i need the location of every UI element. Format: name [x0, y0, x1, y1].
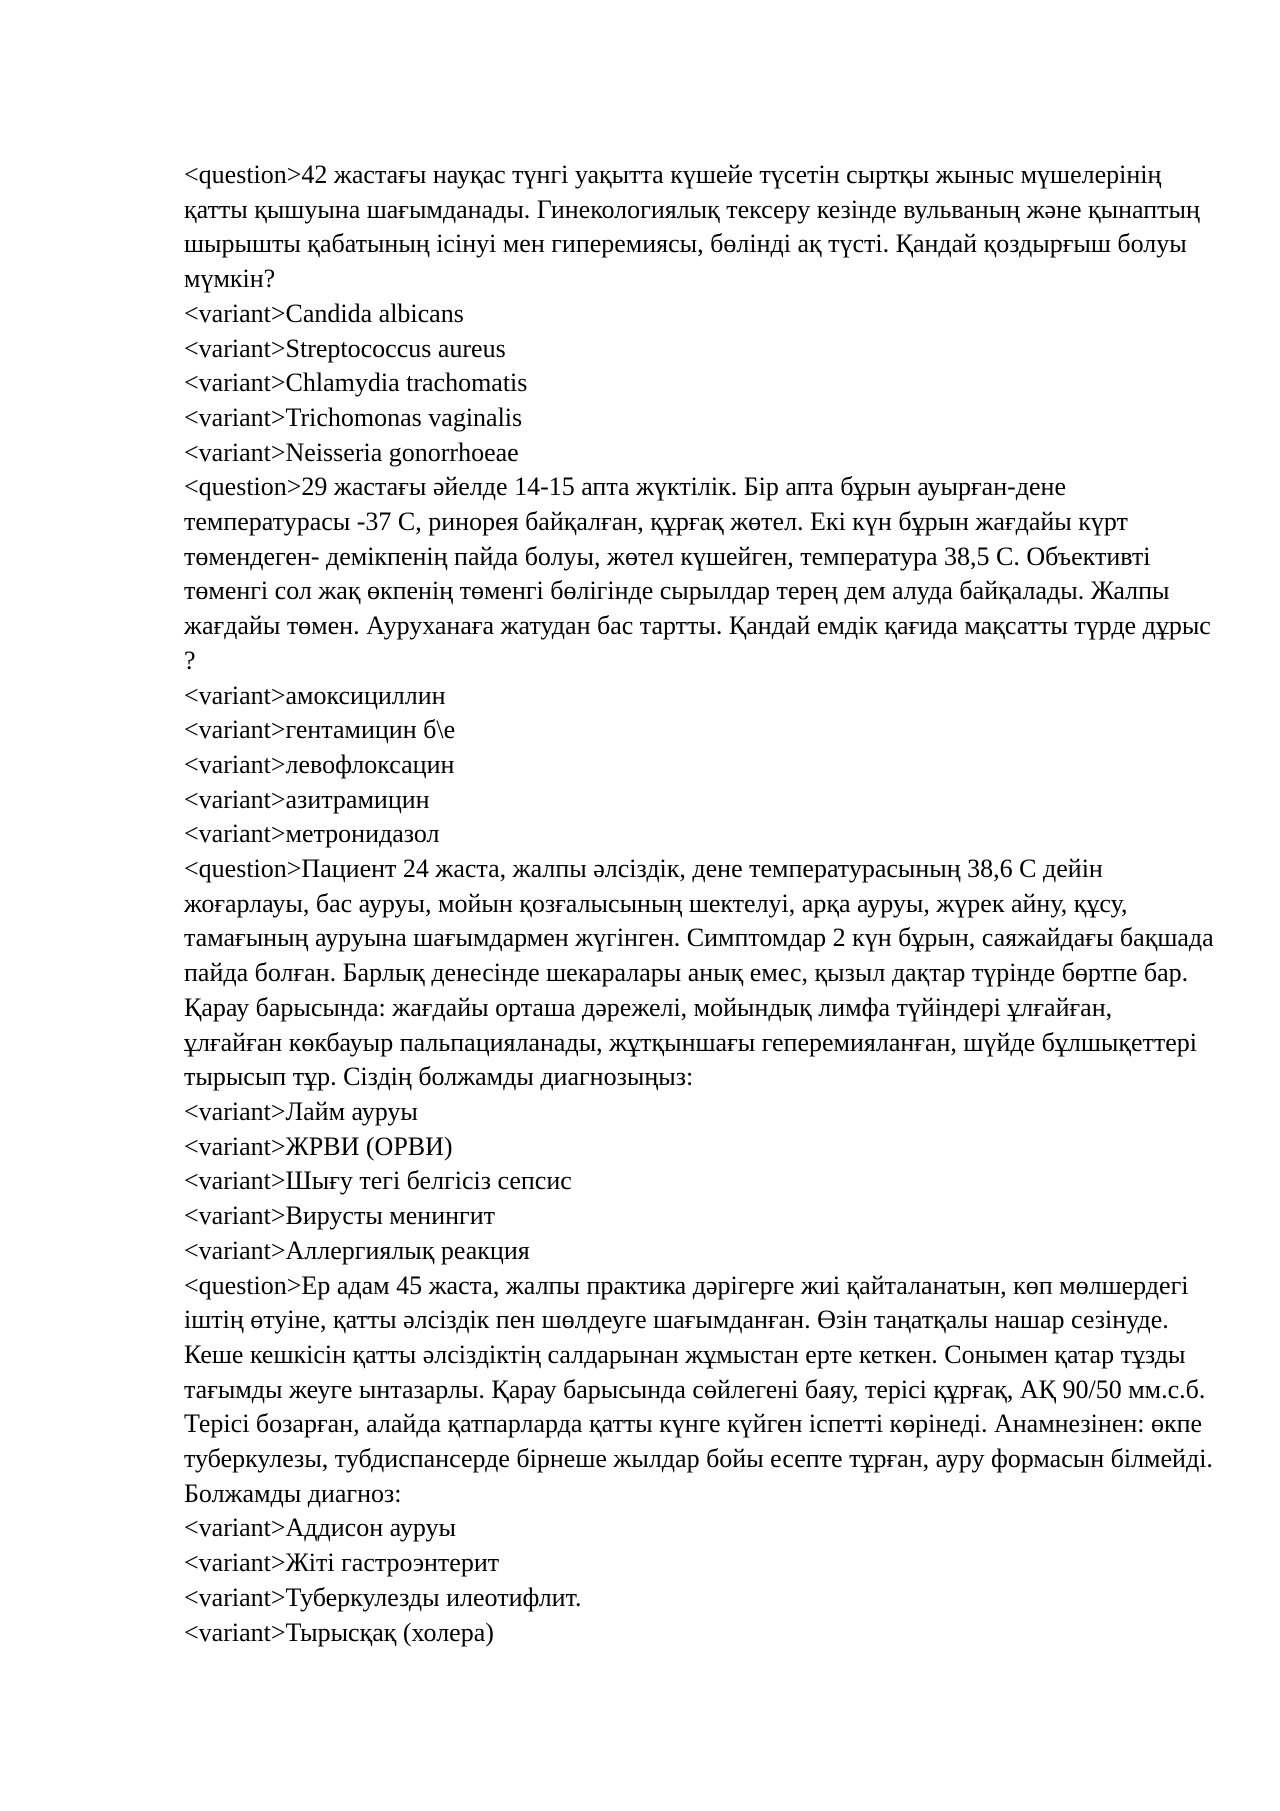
variant-option: <variant>азитрамицин	[184, 784, 430, 814]
variant-option: <variant>Лайм ауруы	[184, 1096, 418, 1126]
question-block	[184, 470, 1214, 852]
question-block	[184, 1269, 1214, 1651]
variant-option: <variant>Аддисон ауруы	[184, 1513, 456, 1543]
question-text: <question>29 жастағы әйелде 14-15 апта жүктілік. Бір апта бұрын ауырған-дене температурасы -37 С, ринорея байқалған, құрғақ жөтел. Екі күн бұрын жағдайы күрт төмендеген- демікпенің пайда болуы, жөтел күшейген, температура 38,5 С. Объективті төменгі сол жақ өкпенің төменгі бөлігінде сырылдар терең дем алуда байқалады. Жалпы жағдайы төмен. Ауруханаға жатудан бас тартты. Қандай емдік қағида мақсатты түрде дұрыс ?	[184, 472, 1211, 675]
variant-option: <variant>Trichomonas vaginalis	[184, 402, 523, 432]
variant-option: <variant>гентамицин б\е	[184, 715, 456, 745]
variant-option: <variant>метронидазол	[184, 819, 440, 849]
variant-option: <variant>Жіті гастроэнтерит	[184, 1548, 500, 1578]
variant-option: <variant>Вирусты менингит	[184, 1201, 495, 1231]
variant-option: <variant>Тырысқақ (холера)	[184, 1617, 494, 1647]
question-block	[184, 852, 1214, 1268]
variant-option: <variant>левофлоксацин	[184, 749, 455, 779]
variant-option: <variant>амоксициллин	[184, 680, 446, 710]
variant-option: <variant>Туберкулезды илеотифлит.	[184, 1582, 582, 1612]
variant-option: <variant>Аллергиялық реакция	[184, 1235, 530, 1265]
variant-option: <variant>Chlamydia trachomatis	[184, 368, 528, 398]
question-text: <question>42 жастағы науқас түнгі уақытта күшейе түсетін сыртқы жыныс мүшелерінің қатты қышуына шағымданады. Гинекологиялық тексеру кезінде вульваның және қынаптың шырышты қабатының ісінуі мен гиперемиясы, бөлінді ақ түсті. Қандай қоздырғыш болуы мүмкін?	[184, 160, 1200, 294]
variant-option: <variant>Streptococcus aureus	[184, 333, 506, 363]
variant-option: <variant>Neisseria gonorrhoeae	[184, 437, 519, 467]
question-text: <question>Ер адам 45 жаста, жалпы практика дәрігерге жиі қайталанатын, көп мөлшердегі іштің өтуіне, қатты әлсіздік пен шөлдеуге шағымданған. Өзін таңатқалы нашар сезінуде. Кеше кешкісін қатты әлсіздіктің салдарынан жұмыстан ерте кеткен. Сонымен қатар тұзды тағымды жеуге ынтазарлы. Қарау барысында сөйлегені баяу, терісі құрғақ, АҚ 90/50 мм.с.б. Терісі бозарған, алайда қатпарларда қатты күнге күйген іспетті көрінеді. Анамнезінен: өкпе туберкулезы, тубдиспансерде бірнеше жылдар бойы есепте тұрған, ауру формасын білмейді. Болжамды диагноз:	[184, 1270, 1213, 1508]
variant-option: <variant>Шығу тегі белгісіз сепсис	[184, 1166, 572, 1196]
question-text: <question>Пациент 24 жаста, жалпы әлсіздік, дене температурасының 38,6 С дейін жоғарлауы, бас ауруы, мойын қозғалысының шектелуі, арқа ауруы, жүрек айну, құсу, тамағының ауруына шағымдармен жүгінген. Симптомдар 2 күн бұрын, саяжайдағы бақшада пайда болған. Барлық денесінде шекаралары анық емес, қызыл дақтар түрінде бөртпе бар. Қарау барысында: жағдайы орташа дәрежелі, мойындық лимфа түйіндері ұлғайған, ұлғайған көкбауыр пальпацияланады, жұтқыншағы гепеpемияланған, шүйде бұлшықеттері тырысып тұр. Сіздің болжамды диагнозыңыз:	[184, 854, 1214, 1092]
document-body	[184, 158, 1214, 1650]
question-block	[184, 158, 1214, 470]
variant-option: <variant>Candida albicans	[184, 298, 464, 328]
variant-option: <variant>ЖРВИ (ОРВИ)	[184, 1131, 453, 1161]
